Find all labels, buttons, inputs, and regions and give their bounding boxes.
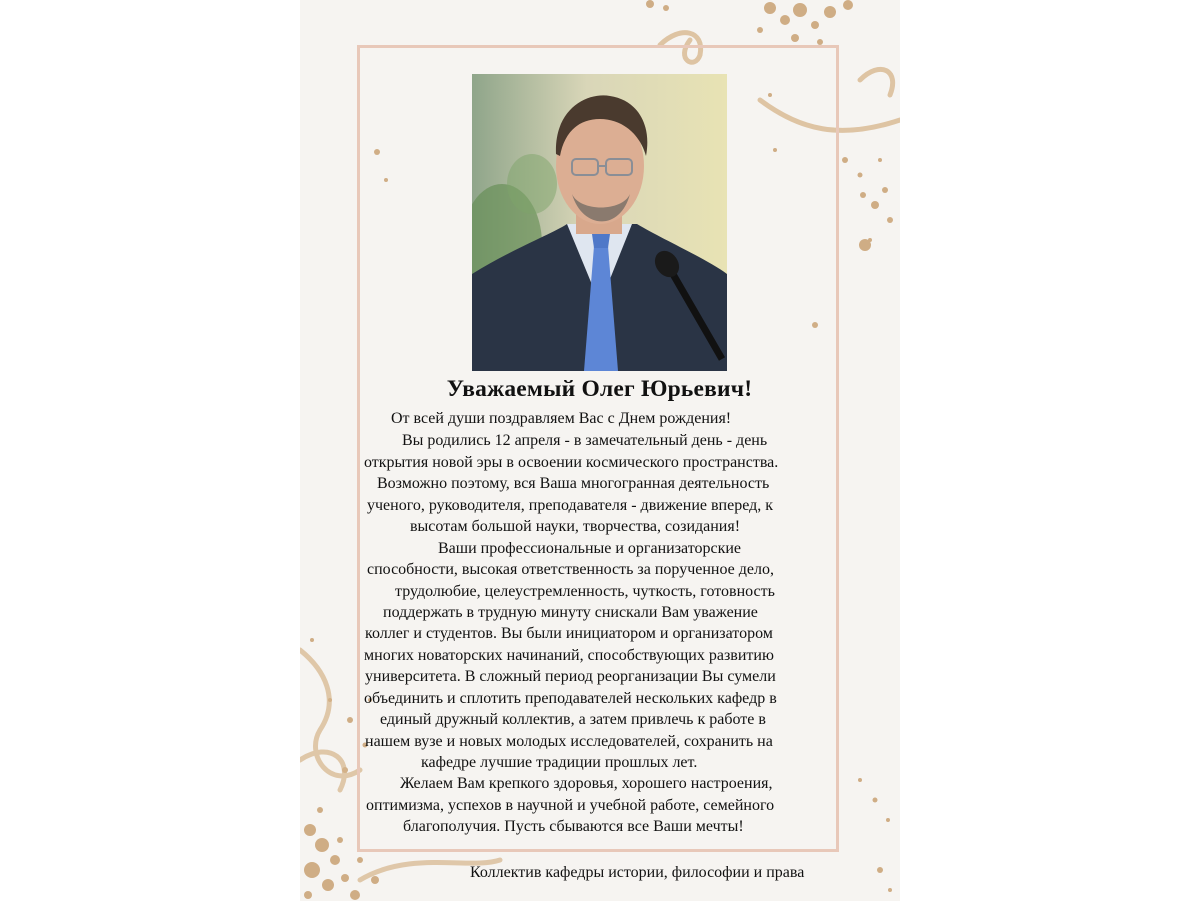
body-line: университета. В сложный период реорганизации Вы сумели [365,668,776,685]
body-line: оптимизма, успехов в научной и учебной работе, семейного [366,797,775,814]
body-line: способности, высокая ответственность за порученное дело, [367,561,774,578]
body-line: благополучия. Пусть сбываются все Ваши мечты! [403,818,744,835]
greeting-title: Уважаемый Олег Юрьевич! [446,376,753,402]
body-line: Желаем Вам крепкого здоровья, хорошего настроения, [400,775,773,792]
body-line: открытия новой эры в освоении космического пространства. [364,454,779,471]
body-line: поддержать в трудную минуту снискали Вам уважение [383,604,758,621]
body-line: единый дружный коллектив, а затем привлечь к работе в [380,711,766,728]
body-line: нашем вузе и новых молодых исследователей, сохранить на [365,733,773,750]
body-line: многих новаторских начинаний, способствующих развитию [364,647,774,664]
body-line: коллег и студентов. Вы были инициатором и организатором [365,625,773,642]
body-line: От всей души поздравляем Вас с Днем рождения! [391,410,732,427]
body-line: высотам большой науки, творчества, созидания! [410,518,741,535]
portrait-photo [472,74,727,371]
body-line: объединить и сплотить преподавателей нескольких кафедр в [364,690,777,707]
body-line: кафедре лучшие традиции прошлых лет. [421,754,698,771]
body-line: трудолюбие, целеустремленность, чуткость, готовность [395,583,775,600]
body-line: Вы родились 12 апреля - в замечательный день - день [402,432,768,449]
signature: Коллектив кафедры истории, философии и права [470,864,805,881]
body-line: Ваши профессиональные и организаторские [438,540,742,557]
body-line: Возможно поэтому, вся Ваша многогранная деятельность [377,475,770,492]
greeting-card [300,0,900,901]
body-line: ученого, руководителя, преподавателя - движение вперед, к [367,497,774,514]
